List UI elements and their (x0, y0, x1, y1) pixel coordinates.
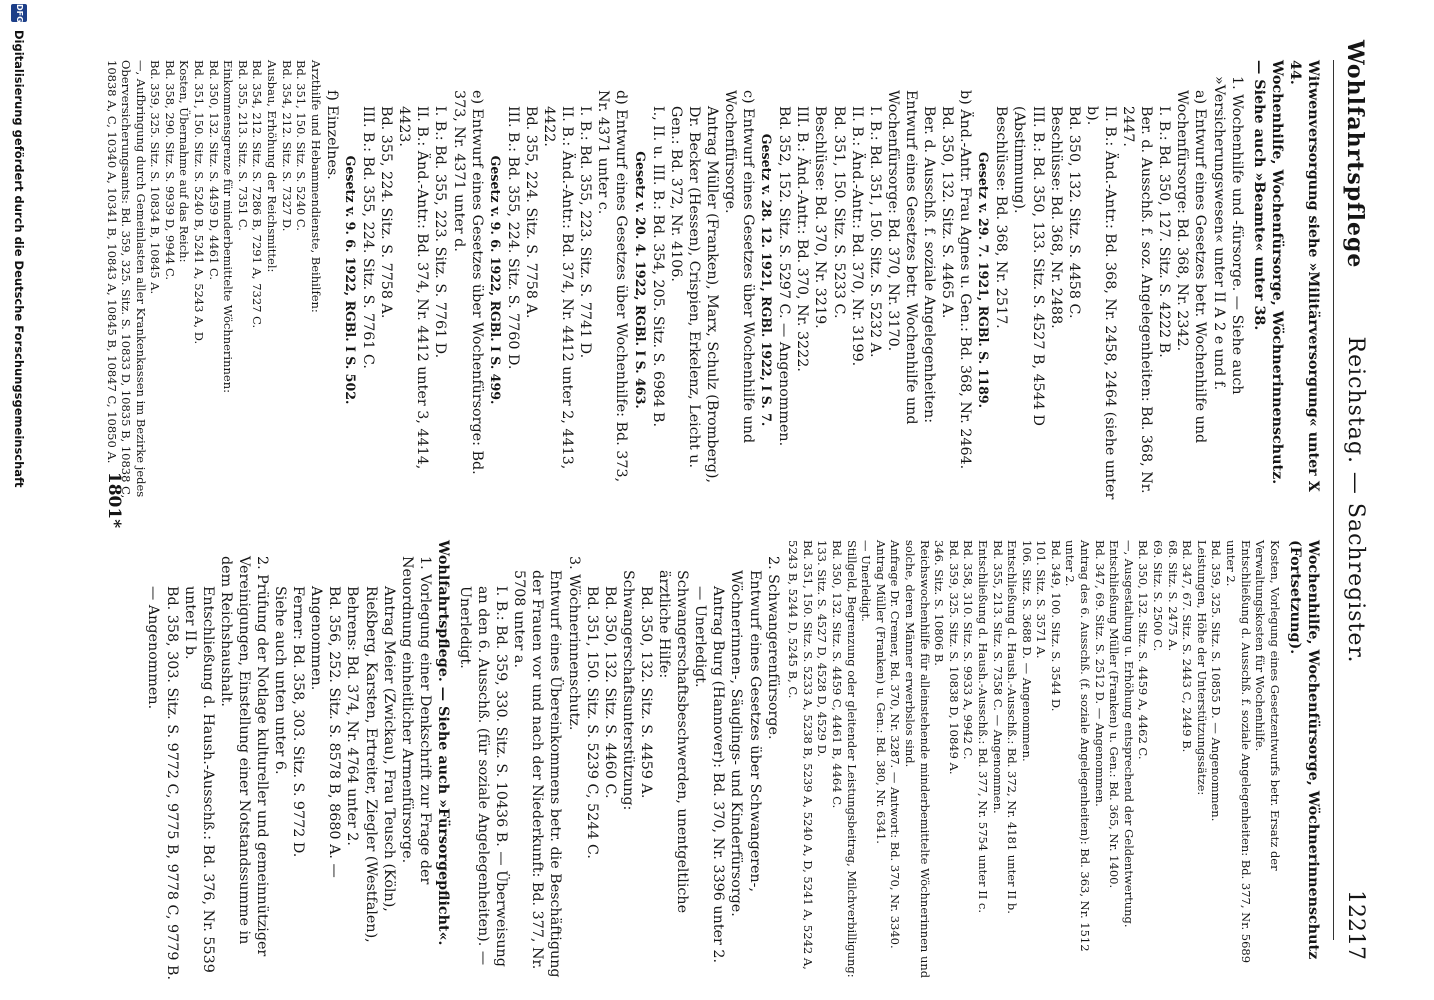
register-entry: III. B.: Änd.-Antr.: Bd. 370, Nr. 3222. (794, 106, 811, 372)
register-entry: Reichswochenhilfe für alleinstehende minderbemittelte Wöchnerinnen und solche, deren Männer erwerbslos sind. (902, 540, 932, 979)
register-entry: Kosten, Übernahme auf das Reich: (177, 60, 192, 263)
register-entry: Bd. 358, 290. Sitz. S. 9939 D, 9944 C. (162, 60, 177, 280)
register-entry: —, Aufbringung durch Gemeinlasten aller Krankenkassen im Bezirke jedes Oberversicherungsamts: Bd. 359, 325. Sitz. S. 10833 D, 10835 B, 10838 C, 10838 A, C, 10340 A, 10341 B, 10843 A, 10845 B, 10847 C, 10850 A. (104, 60, 148, 499)
register-entry: Entwurf eines Gesetzes über Schwangeren-, Wöchnerinnen-, Säuglings- und Kinderfürsorge. (728, 570, 763, 917)
register-entry: Ausbau, Erhöhung der Reichsmittel: (265, 60, 280, 273)
register-entry: Antrag Meier (Zwickau), Frau Teusch (Köln), Rießberg, Karsten, Ertreiter, Ziegler (Westfalen), Behrens: Bd. 374, Nr. 4764 unter 2. (344, 586, 397, 943)
register-entry: Bd. 351, 150. Sitz. S. 5240 C. (294, 60, 309, 231)
register-entry: 101. Sitz. S. 3571 A. (1034, 540, 1049, 659)
register-entry: Bd. 350, 132. Sitz. S. 4459 C, 4461 B, 4464 C. (830, 540, 844, 809)
register-entry: f) Einzelnes. (323, 90, 340, 180)
register-entry: 1. Vorlegung einer Denkschrift zur Frage der Neuordnung einheitlicher Armenfürsorge. (398, 556, 433, 885)
register-entry: Bd. 358, 303. Sitz. S. 9772 C, 9775 B, 9778 C, 9779 B. — Angenommen. (145, 586, 180, 981)
register-entry: Schwangerschaftsbeschwerden, unentgeltliche ärztliche Hilfe: (656, 570, 691, 914)
register-entry: Kosten, Vorlegung eines Gesetzentwurfs betr. Ersatz der Verwaltungskosten für Wochenhilfe. (1253, 540, 1282, 871)
register-entry: Entschließung Müller (Franken) u. Gen.: Bd. 365, Nr. 1400. (1107, 540, 1122, 889)
header-rule (1333, 60, 1334, 940)
law-reference: Gesetz v. 9. 6. 1922, RGBl. I S. 499. (487, 155, 503, 405)
register-entry: Antrag Müller (Franken), Marx, Schulz (Bromberg), Dr. Becker (Hessen), Crispien, Erkelenz, Leicht u. Gen.: Bd. 372, Nr. 4106. (667, 106, 720, 484)
register-entry: Bd. 350, 132. Sitz. S. 4458 C. (1065, 106, 1082, 319)
register-entry: I. B.: Bd. 355, 223. Sitz. S. 7741 D. (577, 106, 594, 359)
credit-text: Digitalisierung gefördert durch die Deutsche Forschungsgemeinschaft (12, 30, 26, 488)
register-entry: Beschlüsse: Bd. 370, Nr. 3219. (812, 106, 829, 329)
register-entry: Anfrage Dr. Cremer, Bd. 370, Nr. 3287. — Antwort: Bd. 370, Nr. 3340. (888, 540, 903, 949)
register-entry: I. B.: Bd. 355, 223. Sitz. S. 7761 D. (432, 106, 449, 359)
register-entry: Bd. 350, 132. Sitz. S. 4459 D, 4461 C. (206, 60, 221, 280)
register-entry: Bd. 347, 69. Sitz. S. 2512 D. — Angenommen. (1092, 540, 1107, 807)
register-entry: Beschlüsse: Bd. 368, Nr. 2517. (993, 106, 1010, 329)
register-entry: —, Ausgestaltung u. Erhöhung entsprechend der Geldentwertung. (1121, 540, 1136, 928)
page-header (1334, 40, 1374, 960)
register-entry: Stillgeld, Begrenzung oder gleitender Leistungsbeitrag, Milchverbilligung: (844, 540, 859, 978)
entry-heading: Wochenhilfe, Wochenfürsorge, Wöchnerinnenschutz (Fortsetzung). (1286, 540, 1321, 960)
register-entry: Entschließung d. Haush.-Ausschß.: Bd. 377, Nr. 5754 unter II c. (975, 540, 990, 914)
register-entry: Bd. 355, 213. Sitz. S. 7351 C. (235, 60, 250, 231)
register-entry: Bd. 355, 224. Sitz. S. 7758 A. (522, 106, 539, 319)
register-entry: 1. Wochenhilfe und -fürsorge. — Siehe auch »Versicherungswesen« unter II A 2 e und f. (1210, 76, 1245, 395)
register-entry: Bd. 350, 132. Sitz. S. 4459 A, 4462 C. (1136, 540, 1151, 760)
right-column (144, 540, 1322, 980)
register-entry: I., II. u. III. B.: Bd. 354, 205. Sitz. S. 6984 B. (649, 106, 666, 427)
register-entry: Bd. 351, 150. Sitz. S. 5233 A, 5238 B, 5239 A, 5240 A, D, 5241 A, 5242 A, 5243 B, 5244 D, 5245 B, C. (786, 540, 815, 970)
register-entry: Bd. 351, 150. Sitz. S. 5240 B, 5241 A, 5243 A, D. (192, 60, 207, 345)
entry-heading: Wochenhilfe, Wochenfürsorge, Wöchnerinnenschutz. — Siehe auch »Beamte« unter 38. (1250, 60, 1285, 485)
register-entry: Bd. 347, 67. Sitz. S. 2443 C, 2449 B. (1180, 540, 1195, 753)
register-entry: Antrag Müller (Franken) u. Gen.: Bd. 380, Nr. 6341. (873, 540, 888, 844)
register-entry: 133. Sitz. S. 4527 D, 4528 D, 4529 D. (815, 540, 830, 758)
register-entry: 68. Sitz. S. 2475 A. (1165, 540, 1180, 652)
register-entry: Ber. d. Ausschß. f. soziale Angelegenheiten: (921, 106, 938, 424)
register-entry: Ferner: Bd. 358, 303. Sitz. S. 9772 D. (290, 586, 307, 858)
left-column (104, 60, 1322, 500)
register-entry: Bd. 350, 132. Sitz. S. 4465 A. (939, 106, 956, 319)
register-entry: Einkommensgrenze für minderbemittelte Wöchnerinnen: (221, 60, 236, 394)
register-entry: e) Entwurf eines Gesetzes über Wochenfürsorge: Bd. 373, Nr. 4371 unter d. (450, 90, 485, 475)
register-entry: Entwurf eines Gesetzes betr. Wochenhilfe und Wochenfürsorge: Bd. 370, Nr. 3170. (884, 90, 919, 425)
register-entry: 69. Sitz. S. 2500 C. (1151, 540, 1166, 652)
register-entry: I. B.: Bd. 350, 127. Sitz. S. 4222 B. (1156, 106, 1173, 358)
register-entry: Leistungen, Höhe der Unterstützungssätze: (1194, 540, 1209, 796)
register-entry: Bd. 355, 224. Sitz. S. 7758 A. (378, 106, 395, 319)
law-reference: Gesetz v. 28. 12. 1921, RGBl. 1922, I S. 7. (759, 133, 775, 427)
register-entry: III. B.: Bd. 350, 133. Sitz. S. 4527 B, 4544 D (Abstimmung). (1011, 106, 1046, 426)
law-reference: Gesetz v. 20. 4. 1922, RGBl. I S. 463. (632, 151, 648, 409)
register-entry: Bd. 351, 150. Sitz. S. 5239 C, 5244 C. (583, 586, 600, 859)
register-entry: Bd. 358, 310. Sitz. S. 9933 A, 9942 C. (961, 540, 976, 760)
register-entry: Bd. 356, 252. Sitz. S. 8578 B, 8680 A. — Angenommen. (308, 586, 343, 878)
register-entry: Bd. 349, 100. Sitz. S. 3544 D. (1048, 540, 1063, 712)
register-entry: Entschließung d. Ausschß. f. soziale Angelegenheiten: Bd. 377, Nr. 5689 unter 2. (1224, 540, 1253, 964)
register-entry: 3. Wöchnerinnenschutz. (565, 556, 582, 731)
register-entry: d) Entwurf eines Gesetzes über Wochenhilfe: Bd. 373, Nr. 4371 unter c. (595, 90, 630, 483)
register-entry: Bd. 359, 325. Sitz. S. 10834 B, 10845 A. (148, 60, 163, 295)
register-entry: I. B.: Bd. 359, 330. Sitz. S. 10436 B. — Überweisung an den 6. Ausschß. (für soziale Angelegenheiten). — Unerledigt. (457, 586, 510, 967)
register-entry: II. B.: Änd.-Antr.: Bd. 374, Nr. 4412 unter 3, 4414, 4423. (396, 106, 431, 470)
register-entry: Beschlüsse: Bd. 368, Nr. 2488. (1047, 106, 1064, 329)
register-entry: Antrag Burg (Hannover): Bd. 370, Nr. 3396 unter 2. — Unerledigt. (692, 586, 727, 964)
register-entry: 2. Prüfung der Notlage kultureller und gemeinnütziger Vereinigungen, Einstellung einer Notstandssumme in dem Reichshaushalt. (217, 556, 270, 957)
header-register-title: Reichstag. — Sachregister. (1343, 336, 1368, 664)
register-entry: III. B.: Bd. 355, 224. Sitz. S. 7761 C. (360, 106, 377, 369)
dfg-logo-icon: DFG (11, 4, 27, 22)
register-entry: — Unerledigt. (859, 540, 874, 622)
register-entry: Bd. 354, 212. Sitz. S. 7286 B, 7291 A, 7327 C. (250, 60, 265, 329)
register-entry: Entwurf eines Übereinkommens betr. die Beschäftigung der Frauen vor und nach der Niederkunft: Bd. 377, Nr. 5708 unter a. (511, 570, 564, 978)
register-entry: Bd. 350, 132. Sitz. S. 4460 C. (601, 586, 618, 799)
law-reference: Gesetz v. 9. 6. 1922, RGBl. I S. 502. (343, 155, 359, 405)
register-entry: II. B.: Änd.-Antr.: Bd. 370, Nr. 3199. (848, 106, 865, 367)
register-entry: Ber. d. Ausschß. f. soz. Angelegenheiten: Bd. 368, Nr. 2447. (1120, 106, 1155, 494)
register-entry: b) Änd.-Antr. Frau Agnes u. Gen.: Bd. 368, Nr. 2464. (957, 90, 974, 470)
register-entry: Arzthilfe und Hebammendienste, Beihilfen: (308, 60, 323, 313)
register-entry: 2. Schwangerenfürsorge. (764, 556, 781, 740)
register-entry: c) Entwurf eines Gesetzes über Wochenhilfe und Wochenfürsorge. (722, 90, 757, 444)
law-reference: Gesetz v. 29. 7. 1921, RGBl. S. 1189. (976, 152, 992, 408)
register-entry: 106. Sitz. S. 3688 D. — Angenommen. (1019, 540, 1034, 762)
register-entry: 346. Sitz. S. 10806 B. (932, 540, 947, 666)
register-entry: Bd. 355, 213. Sitz. S. 7358 C. — Angenommen. (990, 540, 1005, 814)
register-entry: Bd. 354, 212. Sitz. S. 7327 D. (279, 60, 294, 232)
register-entry: Bd. 359, 325. Sitz. S. 10838 D, 10849 A. (946, 540, 961, 775)
register-entry: Bd. 359, 325. Sitz. S. 10855 D. — Angenommen. (1209, 540, 1224, 822)
register-entry: Antrag des 6. Ausschß. (f. soziale Angelegenheiten): Bd. 363, Nr. 1512 unter 2. (1063, 540, 1093, 952)
register-entry: Bd. 350, 132. Sitz. S. 4459 A. (637, 586, 654, 799)
page-number: 1801* (104, 471, 124, 529)
register-entry: Bd. 352, 152. Sitz. S. 5297 C. — Angenommen. (776, 106, 793, 447)
header-section-title: Wohlfahrtspflege (1342, 40, 1368, 269)
entry-heading: Wohlfahrtspflege. — Siehe auch »Fürsorgepflicht«. (434, 540, 451, 946)
register-entry: I. B.: Bd. 351, 150. Sitz. S. 5232 A. (866, 106, 883, 358)
register-entry: III. B.: Bd. 355, 224. Sitz. S. 7760 D. (504, 106, 521, 370)
register-entry: II. B.: Änd.-Antr.: Bd. 374, Nr. 4412 unter 2, 4413, 4422. (541, 106, 576, 470)
register-entry: Schwangerschaftsunterstützung: (619, 570, 636, 811)
header-column-number: 12217 (1343, 890, 1368, 960)
entry-heading: Witwenversorgung siehe »Militärversorgung« unter X 44. (1286, 60, 1321, 492)
register-entry: Siehe auch unten unter 6. (272, 586, 289, 775)
register-entry: Entschließung d. Haush.-Ausschß.: Bd. 376, Nr. 5539 unter II b. (181, 586, 216, 973)
register-entry: Bd. 351, 150. Sitz. S. 5233 C. (830, 106, 847, 319)
register-entry: II. B.: Änd.-Antr.: Bd. 368, Nr. 2458, 2464 (siehe unter b). (1083, 106, 1118, 500)
register-entry: Entschließung d. Haush.-Ausschß.: Bd. 372, Nr. 4181 unter II b. (1005, 540, 1020, 914)
register-entry: a) Entwurf eines Gesetzes betr. Wochenhilfe und Wochenfürsorge: Bd. 368, Nr. 2342. (1174, 90, 1209, 444)
digitization-credit (8, 0, 28, 1000)
